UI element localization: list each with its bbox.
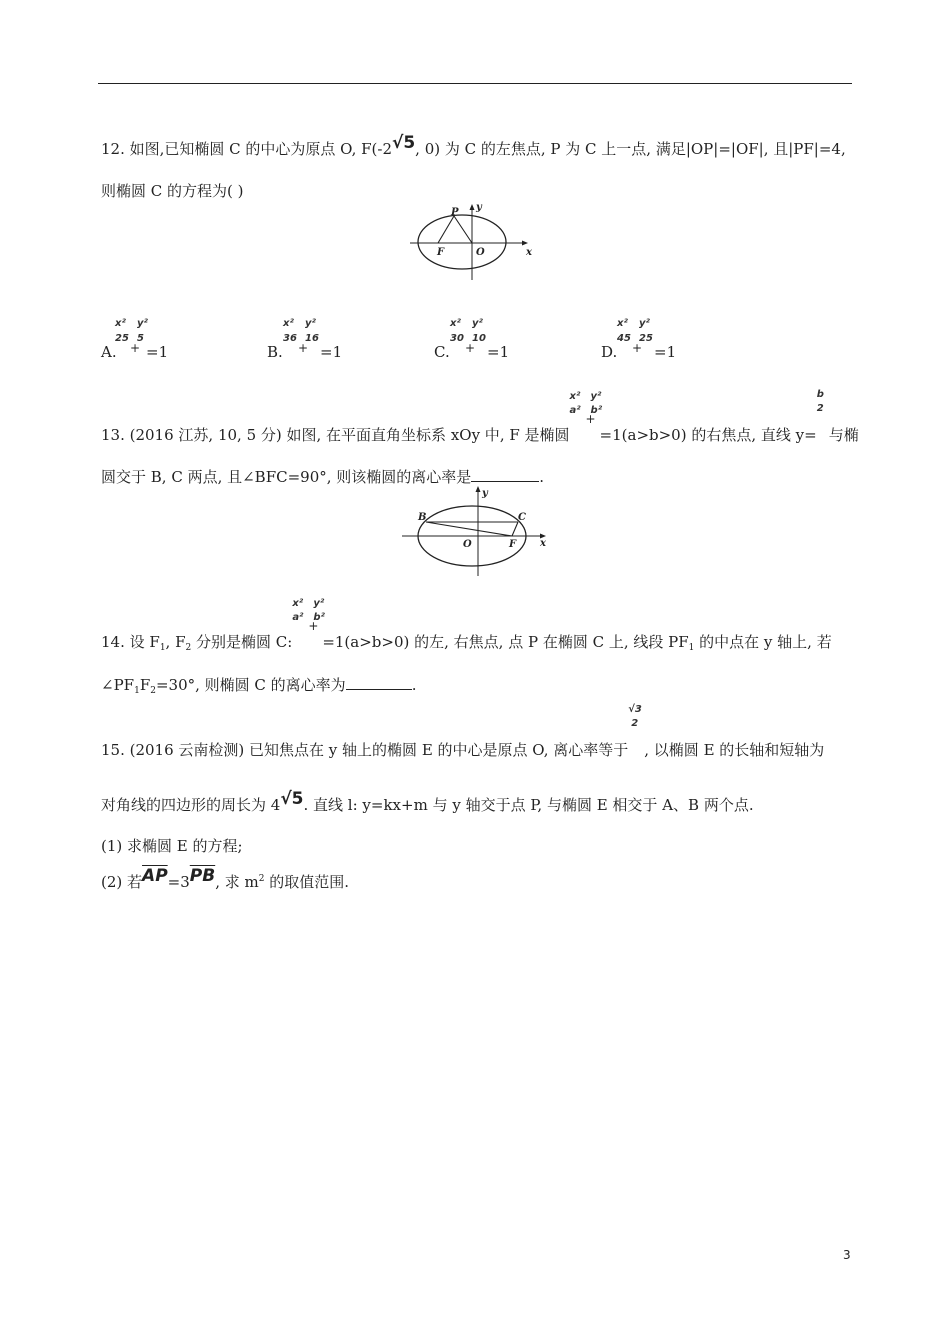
- origin-label: O: [463, 539, 472, 550]
- q13-line2: 圆交于 B, C 两点, 且∠BFC=90°, 则该椭圆的离心率是 .: [101, 468, 545, 486]
- point-f-label: F: [437, 247, 445, 258]
- point-b-label: B: [418, 512, 427, 523]
- q15-part1: (1) 求椭圆 E 的方程;: [101, 837, 243, 855]
- option-c: C. x² 30 y² 10 + =1: [434, 318, 510, 361]
- q15-part2: (2) 若$\overline{AP}=3\overline{PB}$, 求 $m^2$ 的取值范围.: [101, 866, 350, 891]
- q12-line1: 12. 如图,已知椭圆 C 的中心为原点 O, F(-2√5, 0) 为 C 的左焦点, P 为 C 上一点, 满足|OP|=|OF|, 且|PF|=4,: [101, 133, 846, 158]
- sqrt-five: √5: [392, 133, 416, 153]
- option-d: D. x² 45 y² 25 + =1: [601, 318, 677, 361]
- q12-figure: [410, 202, 540, 282]
- option-b: B. x² 36 y² 16 + =1: [267, 318, 343, 361]
- header-rule: [98, 83, 852, 84]
- x-axis-label: x: [540, 538, 546, 549]
- y-axis-label: y: [476, 202, 482, 213]
- point-f-label: F: [509, 539, 517, 550]
- q13-figure: [402, 484, 552, 578]
- vector-ap: $\overline{AP}$: [142, 866, 168, 886]
- q14-line1: 14. 设 $F_1$, $F_2$ 分别是椭圆 C: x² a² + y² b² =1(a>b>0) 的左, 右焦点, 点 P 在椭圆 C 上, 线段 $PF_1$ 的中点在 y 轴上, 若: [101, 598, 832, 653]
- q15-line2: 对角线的四边形的周长为 4√5. 直线 l: y=kx+m 与 y 轴交于点 P, 与椭圆 E 相交于 A、B 两个点.: [101, 789, 754, 814]
- y-axis-label: y: [482, 488, 488, 499]
- q12-line2: 则椭圆 C 的方程为( ): [101, 182, 244, 200]
- point-p-label: P: [451, 207, 459, 218]
- sqrt-five: √5: [280, 789, 304, 809]
- vector-pb: $\overline{PB}$: [189, 866, 216, 886]
- page-number: 3: [843, 1248, 851, 1262]
- x-axis-label: x: [526, 247, 532, 258]
- answer-blank[interactable]: [346, 675, 412, 690]
- q13-line1: 13. (2016 江苏, 10, 5 分) 如图, 在平面直角坐标系 xOy 中, F 是椭圆 x² a² + y² b² =1(a>b>0) 的右焦点, 直线 y= b 2 与椭: [101, 389, 859, 444]
- point-c-label: C: [518, 512, 526, 523]
- option-a: A. x² 25 y² 5 + =1: [101, 318, 169, 361]
- q15-line1: 15. (2016 云南检测) 已知焦点在 y 轴上的椭圆 E 的中心是原点 O, 离心率等于 √3 2 , 以椭圆 E 的长轴和短轴为: [101, 704, 825, 759]
- origin-label: O: [476, 247, 485, 258]
- q14-line2: $\angle PF_1F_2=30^\circ$, 则椭圆 C 的离心率为 .: [101, 676, 417, 696]
- answer-blank[interactable]: [471, 467, 539, 482]
